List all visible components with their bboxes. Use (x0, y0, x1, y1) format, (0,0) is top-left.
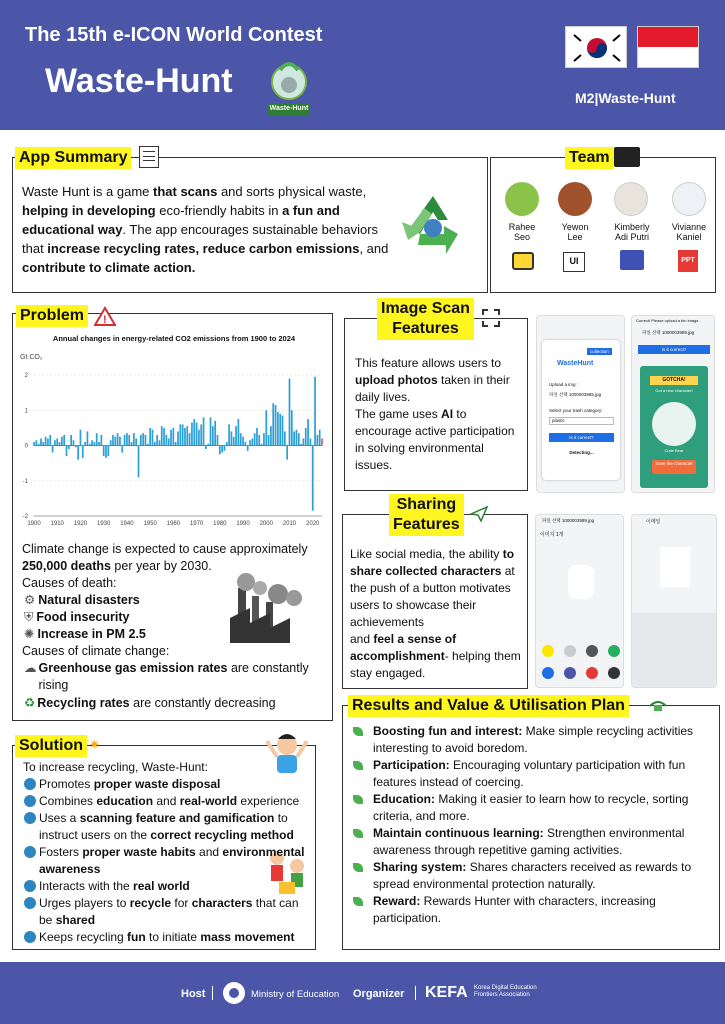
bar (249, 440, 251, 445)
avatar-kimberly (614, 182, 648, 216)
chart-title: Annual changes in energy-related CO2 emissions from 1900 to 2024 (52, 334, 296, 343)
bar (172, 428, 174, 446)
team-title: Team (565, 147, 614, 169)
x-tick-label: 1910 (50, 521, 64, 527)
category-select[interactable]: plastic (549, 417, 614, 425)
bar (96, 433, 98, 445)
bar (117, 433, 119, 445)
bar (272, 403, 274, 445)
x-tick-label: 1920 (73, 521, 88, 527)
climate-label: Causes of climate change: (22, 644, 170, 658)
sprout-icon (353, 727, 363, 736)
bar (191, 423, 193, 446)
bar (312, 446, 314, 511)
bar (298, 433, 300, 445)
list-item: ☁ Greenhouse gas emission rates are constantly rising (24, 661, 309, 692)
bar (100, 435, 102, 446)
bar (161, 426, 163, 445)
contest-title: The 15th e-ICON World Contest (25, 24, 323, 46)
x-tick-label: 1940 (120, 521, 134, 527)
co2-chart (14, 364, 330, 532)
new-character-text: Got a new character! (655, 388, 693, 393)
bar (47, 438, 49, 445)
recycle-small-icon: ♻ (24, 696, 36, 710)
bar (35, 440, 37, 445)
list-item: Promotes proper waste disposal (24, 776, 309, 793)
app-summary-title: App Summary (15, 147, 131, 169)
bar (265, 410, 267, 445)
x-tick-label: 1900 (27, 521, 41, 527)
bar (196, 423, 198, 446)
bar (307, 419, 309, 445)
x-tick-label: 2020 (306, 521, 320, 527)
bar (66, 446, 68, 457)
bar (159, 440, 161, 445)
list-item: Interacts with the real world (24, 878, 309, 895)
bar (103, 446, 105, 457)
results-title: Results and Value & Utilisation Plan (348, 695, 629, 717)
bar (73, 440, 75, 445)
list-item: ⛨ Food insecurity (24, 610, 130, 624)
solution-title: Solution (15, 735, 87, 757)
y-tick-label: -2 (22, 514, 28, 520)
bar (131, 442, 133, 446)
x-tick-label: 1950 (143, 521, 157, 527)
bar (126, 433, 128, 445)
bar (244, 442, 246, 446)
bar (310, 438, 312, 445)
sharing-text: Like social media, the ability to share collected characters at the push of a button motivates users to showcase their achievements and feel a sense of accomplishment- helping them stay engaged. (350, 547, 521, 680)
bar (124, 435, 126, 446)
bar (254, 433, 256, 445)
sprout-icon (353, 829, 363, 838)
app-title: Waste-Hunt (45, 62, 233, 100)
detecting-status: Detecting... (569, 450, 594, 455)
bar (251, 438, 253, 445)
bar (240, 433, 242, 445)
bar (152, 430, 154, 446)
y-tick-label: -1 (22, 478, 28, 485)
bar (228, 424, 230, 445)
logo-text: Waste-Hunt (269, 105, 309, 112)
cloud-icon: ☁ (24, 661, 37, 675)
sprout-icon (353, 795, 363, 804)
bar (233, 437, 235, 446)
list-item: ♻ Recycling rates are constantly decreasing (24, 696, 276, 710)
bar (177, 431, 179, 445)
results-list (353, 723, 705, 927)
send-icon (470, 506, 488, 527)
bar (205, 446, 207, 450)
image-count: 이미지 1개 (540, 532, 564, 538)
factory-icon (230, 568, 310, 651)
solution-intro: To increase recycling, Waste-Hunt: (23, 760, 208, 774)
member-name: Rahee Seo (508, 222, 536, 242)
bar (110, 440, 112, 445)
bar (263, 433, 265, 445)
file-input[interactable]: 파일 선택 1000003985.jpg (549, 392, 602, 397)
bar (289, 379, 291, 446)
bar (184, 428, 186, 446)
list-item: ⚙ Natural disasters (24, 593, 140, 607)
bar (40, 438, 42, 445)
bar (70, 435, 72, 446)
bar (163, 428, 165, 446)
check-button[interactable]: Is it correct? (549, 433, 614, 442)
sharing-title: Sharing Features (389, 494, 464, 536)
bar (193, 419, 195, 445)
bar (198, 430, 200, 446)
bar (168, 438, 170, 445)
list-item: ✺ Increase in PM 2.5 (24, 627, 146, 641)
check-button[interactable]: Is it correct? (638, 345, 710, 354)
bar (200, 424, 202, 445)
ui-icon: UI (563, 252, 585, 272)
correct-message: Correct! Please upload a bin image. (636, 318, 700, 323)
image-scan-title: Image Scan Features (377, 298, 474, 340)
x-tick-label: 1960 (166, 521, 181, 527)
bar (175, 442, 177, 446)
bar (82, 446, 84, 458)
bar (268, 435, 270, 446)
problem-deaths-text: Climate change is expected to cause approximately 250,000 deaths per year by 2030. (22, 542, 308, 573)
character-image (660, 547, 690, 587)
avatar-vivianne (672, 182, 706, 216)
bar (270, 426, 272, 445)
bar (182, 424, 184, 445)
bar (284, 431, 286, 445)
category-label: Select your trash category: (549, 408, 603, 413)
list-item: Combines education and real-world experience (24, 793, 309, 810)
list-item: Urges players to recycle for characters that can be shared (24, 895, 309, 929)
bar (231, 431, 233, 445)
bar (135, 438, 137, 445)
member-name: Vivianne Kaniel (671, 222, 707, 242)
bar (189, 433, 191, 445)
member-name: Yewon Lee (561, 222, 589, 242)
share-app-row (542, 645, 620, 657)
bar (87, 431, 89, 445)
cheering-kid-icon (264, 727, 310, 780)
bar (156, 435, 158, 446)
scan-screenshot-2 (631, 315, 715, 493)
globe-icon (24, 931, 36, 943)
bar (149, 428, 151, 446)
notepad-icon (139, 146, 159, 168)
team-badge-icon (614, 147, 640, 167)
team-code: M2|Waste-Hunt (575, 90, 676, 106)
dust-icon: ✺ (24, 627, 35, 641)
solution-list (24, 776, 309, 946)
bar (49, 435, 51, 446)
bar (68, 446, 70, 450)
bar (258, 435, 260, 446)
problem-title: Problem (16, 305, 88, 327)
organizer-label: Organizer (353, 988, 405, 1000)
bar (293, 431, 295, 445)
bar (279, 414, 281, 446)
bar (128, 435, 130, 446)
gear-icon: ⚙ (24, 593, 36, 607)
bar (282, 416, 284, 446)
bar (275, 405, 277, 446)
svg-text:!: ! (103, 314, 107, 326)
shield-icon: ⛨ (24, 610, 34, 624)
bar (133, 433, 135, 445)
causes-label: Causes of death: (22, 576, 117, 590)
image-scan-text: This feature allows users to upload photos taken in their daily lives. The game uses AI to encourage active participation in solving environmental issues. (355, 356, 515, 472)
bar (59, 442, 61, 446)
y-tick-label: 1 (24, 408, 28, 415)
bar (316, 435, 318, 446)
globe-icon (24, 795, 36, 807)
list-item: Uses a scanning feature and gamification to instruct users on the correct recycling method (24, 810, 309, 844)
bar (84, 442, 86, 446)
list-item: Boosting fun and interest: Make simple recycling activities interesting to avoid boredom. (353, 723, 705, 757)
bar (42, 442, 44, 446)
indonesia-flag-icon (637, 26, 699, 68)
globe-icon (24, 897, 36, 909)
handshake-icon (648, 696, 668, 719)
bar (138, 446, 140, 478)
bar (224, 446, 226, 451)
bar (98, 442, 100, 446)
avatar-yewon (558, 182, 592, 216)
chart-ylabel: Gt CO₂ (20, 354, 43, 361)
bar (314, 377, 316, 446)
bar (77, 446, 79, 460)
lightbulb-icon: ✷ (89, 737, 100, 752)
y-tick-label: 2 (24, 373, 28, 380)
bar (219, 446, 221, 455)
scan-icon (482, 309, 500, 327)
bar (203, 417, 205, 445)
bar (242, 437, 244, 446)
share-screenshot-1 (535, 514, 624, 688)
bar (80, 430, 82, 446)
bar (45, 437, 47, 446)
scan-screenshot-1 (536, 315, 625, 493)
gotcha-banner: GOTCHA! (650, 376, 698, 385)
bar (140, 435, 142, 446)
x-tick-label: 2010 (282, 521, 297, 527)
character-name: Cutie Bear (664, 448, 684, 453)
bar (179, 424, 181, 445)
bar (186, 426, 188, 445)
list-item: Keeps recycling fun to initiate mass movement (24, 929, 309, 946)
y-tick-label: 0 (24, 443, 28, 450)
bar (121, 446, 123, 453)
globe-icon (24, 778, 36, 790)
bar (296, 430, 298, 446)
bar (56, 438, 58, 445)
list-item: Maintain continuous learning: Strengthen environmental awareness through repetitive gaming activities. (353, 825, 705, 859)
bar (91, 440, 93, 445)
x-tick-label: 2000 (259, 521, 273, 527)
keyboard[interactable] (632, 613, 717, 688)
share-app-row (542, 667, 620, 679)
bar (54, 440, 56, 445)
globe-icon (24, 812, 36, 824)
ministry-label: Ministry of Education (251, 989, 340, 1000)
character-image (568, 565, 594, 599)
bar (107, 446, 109, 457)
app-summary-text: Waste Hunt is a game that scans and sorts physical waste, helping in developing eco-friendly habits in a fun and educational way. The app encourages sustainable behaviors that increase recycling rates, reduce carbon emissions, and contribute to climate action. (22, 184, 389, 275)
kefa-logo: KEFA (425, 984, 468, 1001)
bar (33, 442, 35, 446)
character-image (652, 402, 696, 446)
bar (277, 412, 279, 445)
kefa-subtitle: Korea Digital Education Frontiers Association (474, 985, 537, 998)
bar (52, 446, 54, 453)
bar (291, 410, 293, 445)
bar (142, 433, 144, 445)
video-icon (512, 252, 534, 270)
bar (286, 446, 288, 460)
list-item: Participation: Encouraging voluntary participation with fun features instead of coercing. (353, 757, 705, 791)
bar (119, 437, 121, 446)
globe-icon (24, 880, 36, 892)
bar (217, 435, 219, 446)
ministry-logo-icon (223, 982, 245, 1004)
bar (114, 437, 116, 446)
sprout-icon (353, 863, 363, 872)
bar (170, 430, 172, 446)
x-tick-label: 1980 (213, 521, 227, 527)
brand-label: WasteHunt (557, 360, 594, 367)
bar (212, 426, 214, 445)
app-logo (268, 58, 310, 116)
host-label: Host (181, 988, 206, 1000)
bar (256, 428, 258, 446)
x-tick-label: 1930 (96, 521, 111, 527)
bar (235, 426, 237, 445)
sprout-icon (353, 897, 363, 906)
bar (305, 428, 307, 446)
sprout-icon (353, 761, 363, 770)
bar (105, 446, 107, 458)
list-item: Fosters proper waste habits and environmental awareness (24, 844, 309, 878)
bar (321, 438, 323, 445)
bar (226, 442, 228, 446)
bar (112, 435, 114, 446)
bar (94, 442, 96, 446)
share-screenshot-2 (631, 514, 717, 688)
list-item: Education: Making it easier to learn how to recycle, sorting criteria, and more. (353, 791, 705, 825)
footer-banner (0, 962, 725, 1024)
list-item: Reward: Rewards Hunter with characters, increasing participation. (353, 893, 705, 927)
recycle-icon (398, 190, 468, 260)
bar (210, 417, 212, 445)
causes-list (24, 592, 146, 643)
korea-flag-icon (565, 26, 627, 68)
member-name: Kimberly Adi Putri (614, 222, 650, 242)
bar (166, 435, 168, 446)
collection-button[interactable]: collection (587, 348, 612, 355)
bar (214, 421, 216, 446)
bar (247, 446, 249, 451)
climate-causes (24, 660, 324, 712)
warning-icon (94, 306, 116, 331)
bar (319, 430, 321, 446)
file-label: 파일 선택 1000003989.jpg (542, 518, 595, 523)
bar (61, 437, 63, 446)
bar (63, 435, 65, 446)
file-input[interactable]: 파일 선택 1000003989.jpg (642, 330, 695, 335)
bar (221, 446, 223, 453)
code-icon (620, 250, 644, 270)
x-tick-label: 1990 (236, 521, 250, 527)
ppt-icon: PPT (678, 250, 698, 272)
bar (303, 438, 305, 445)
globe-icon (24, 846, 36, 858)
avatar-rahee (505, 182, 539, 216)
list-item: Sharing system: Shares characters received as rewards to spread environmental protection naturally. (353, 859, 705, 893)
save-character-button[interactable]: Save the character (652, 460, 696, 474)
x-tick-label: 1970 (189, 521, 204, 527)
upload-label: Upload a img : (549, 382, 579, 387)
header-banner (0, 0, 725, 130)
email-title: 이메일 (646, 519, 661, 525)
bar (145, 435, 147, 446)
bar (238, 419, 240, 445)
bar (154, 442, 156, 446)
